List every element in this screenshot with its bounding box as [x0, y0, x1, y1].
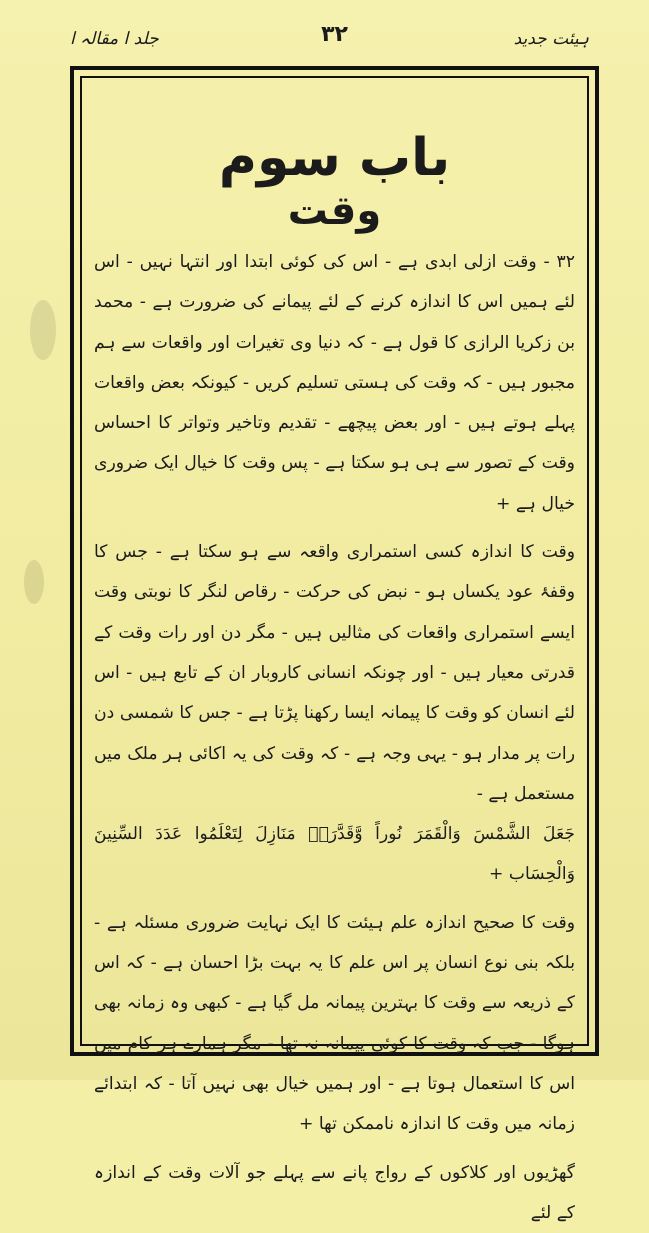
- quranic-quote: جَعَلَ الشَّمْسَ وَالْقَمَرَ نُوراً وَّقَدَّرَہٗ مَنَازِلَ لِتَعْلَمُوا عَدَدَ السِّنِينَ وَالْحِسَاب +: [94, 824, 575, 885]
- page-content: [94, 128, 575, 1233]
- running-head-volume: جلد ا مقالہ ا: [70, 29, 159, 49]
- running-head-title: ہیئت جدید: [513, 29, 589, 49]
- paragraph-3: وقت کا صحیح اندازہ علم ہیئت کا ایک نہایت ضروری مسئلہ ہے - بلکہ بنی نوع انسان پر اس علم کا یہ بہت بڑا احسان ہے - کہ اس کے ذریعہ سے وقت کا بہترین پیمانہ مل گیا ہے - کبھی وہ زمانہ بھی ہوگا - جب کہ وقت کا کوئی پیمانہ نہ تھا - مگر ہمارے ہر کام میں اس کا استعمال ہوتا ہے - اور ہمیں خیال بھی نہیں آتا - کہ ابتدائے زمانہ میں وقت کا اندازہ ناممکن تھا +: [94, 912, 575, 1135]
- chapter-title: باب سوم: [218, 128, 451, 188]
- paragraph-4: گھڑیوں اور کلاکوں کے رواج پانے سے پہلے جو آلات وقت کے اندازہ کے لئے: [94, 1162, 575, 1223]
- paragraph-2: وقت کا اندازہ کسی استمراری واقعہ سے ہو سکتا ہے - جس کا وقفۂ عود یکساں ہو - نبض کی حرکت - رقاص لنگر کا نوبتی وقت ایسے استمراری واقعات کی مثالیں ہیں - مگر دن اور رات وقت کے قدرتی معیار ہیں - اور چونکہ انسانی کاروبار ان کے تابع ہیں - اس لئے انسان کو وقت کا پیمانہ ایسا رکھنا پڑتا ہے - جس کا شمسی دن رات پر مدار ہو - یہی وجہ ہے - کہ وقت کی یہ اکائی ہر ملک میں مستعمل ہے -: [94, 542, 575, 804]
- paper-stain: [24, 560, 44, 604]
- paragraph-1: ۳۲ - وقت ازلی ابدی ہے - اس کی کوئی ابتدا اور انتہا نہیں - اس لئے ہمیں اس کا اندازہ کرنے کے لئے پیمانے کی ضرورت ہے - محمد بن زکریا الرازی کا قول ہے - کہ دنیا وی تغیرات اور واقعات سے ہم مجبور ہیں - کہ وقت کی ہستی تسلیم کریں - کیونکہ بعض واقعات پہلے ہوتے ہیں - اور بعض پیچھے - تقدیم وتاخیر وتواتر کا احساس وقت کے تصور سے ہی ہو سکتا ہے - پس وقت کا خیال ایک ضروری خیال ہے +: [94, 252, 575, 514]
- section-title: وقت: [287, 188, 382, 234]
- running-head: [70, 18, 599, 58]
- paper-stain: [30, 300, 56, 360]
- page-number: ۳۲: [321, 22, 348, 47]
